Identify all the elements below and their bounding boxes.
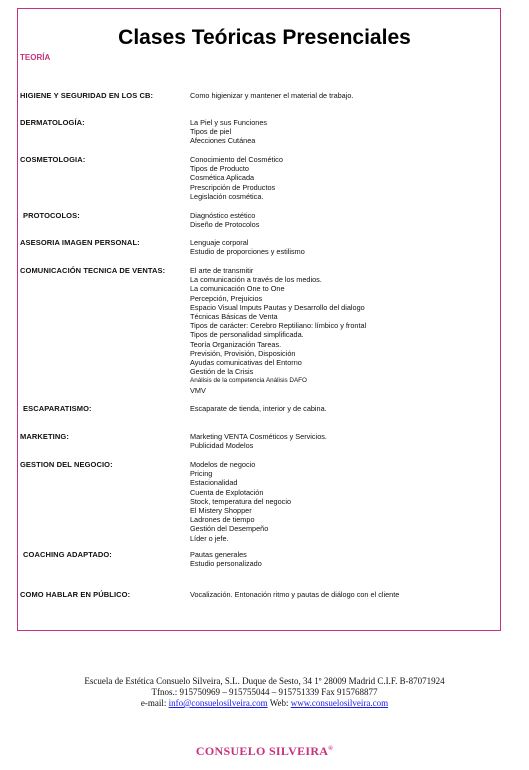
subject-topics: [190, 155, 490, 201]
footer-contact: [0, 698, 529, 708]
subject-title: COMO HABLAR EN PÚBLICO:: [20, 590, 131, 599]
subject-title: GESTION DEL NEGOCIO:: [20, 460, 113, 469]
web-label: Web:: [269, 698, 289, 708]
subject-topics: [190, 590, 490, 599]
topic-item: La comunicación a través de los medios.: [190, 275, 322, 285]
topic-item: Cosmética Aplicada: [190, 173, 255, 183]
subject-title: COSMETOLOGIA:: [20, 155, 86, 164]
subject-title: DERMATOLOGÍA:: [20, 118, 85, 127]
topic-item: Como higienizar y mantener el material de trabajo.: [190, 91, 354, 100]
topic-item: Teoría Organización Tareas.: [190, 339, 282, 349]
topic-item: Afecciones Cutánea: [190, 136, 256, 146]
topic-item: Previsión, Provisión, Disposición: [190, 348, 296, 358]
topic-item: Estudio personalizado: [190, 559, 262, 569]
brand-name: CONSUELO SILVEIRA: [195, 744, 329, 758]
topic-item: Vocalización. Entonación ritmo y pautas de diálogo con el cliente: [190, 590, 400, 599]
footer-phones: Tfnos.: 915750969 – 915755044 – 915751339 Fax 915768877: [151, 687, 378, 697]
topic-item: Pautas generales: [190, 550, 247, 559]
subject-title: PROTOCOLOS:: [23, 211, 80, 220]
section-label: TEORÍA: [20, 53, 51, 62]
topic-item: Ladrones de tiempo: [190, 515, 255, 525]
topic-item: Legislación cosmética.: [190, 191, 264, 201]
email-label: e-mail:: [140, 698, 167, 708]
web-link[interactable]: www.consuelosilveira.com: [290, 698, 389, 708]
topic-item: Líder o jefe.: [190, 533, 229, 543]
subject-topics: [190, 211, 490, 229]
topic-item: Conocimiento del Cosmético: [190, 155, 283, 164]
subject-topics: [190, 460, 490, 543]
subject-title: ASESORIA IMAGEN PERSONAL:: [20, 238, 140, 247]
subject-title: COACHING ADAPTADO:: [23, 550, 112, 559]
topic-item: Estacionalidad: [190, 478, 238, 488]
topic-item: La comunicación One to One: [190, 284, 285, 294]
brand-logo: [0, 744, 529, 759]
subject-title: COMUNICACIÓN TECNICA DE VENTAS:: [20, 266, 166, 275]
topic-item: Percepción, Prejuicios: [190, 293, 263, 303]
footer-address: Escuela de Estética Consuelo Silveira, S.L. Duque de Sesto, 34 1º 28009 Madrid C.I.F. B-87071924: [84, 676, 445, 686]
subject-topics: [190, 432, 490, 450]
subject-topics: [190, 118, 490, 146]
subject-topics: [190, 550, 490, 568]
topic-item: La Piel y sus Funciones: [190, 118, 268, 127]
subject-title: HIGIENE Y SEGURIDAD EN LOS CB:: [20, 91, 154, 100]
topic-item: Marketing VENTA Cosméticos y Servicios.: [190, 432, 327, 441]
topic-item: Ayudas comunicativas del Entorno: [190, 358, 302, 368]
topic-item: Estudio de proporciones y estilismo: [190, 247, 305, 257]
topic-item: Diagnóstico estético: [190, 211, 256, 220]
topic-item: Cuenta de Explotación: [190, 487, 264, 497]
topic-item: El arte de transmitir: [190, 266, 254, 275]
topic-item: Gestión de la Crisis: [190, 367, 254, 377]
subject-topics: [190, 91, 490, 100]
subject-title: MARKETING:: [20, 432, 69, 441]
topic-item: Tipos de personalidad simplificada.: [190, 330, 304, 340]
topic-item: Tipos de piel: [190, 127, 232, 137]
subject-topics: [190, 266, 490, 395]
topic-item: Escaparate de tienda, interior y de cabina.: [190, 404, 327, 413]
subject-topics: [190, 404, 490, 413]
topic-item: Diseño de Protocolos: [190, 220, 260, 230]
registered-mark: ®: [328, 746, 334, 752]
topic-item: Tipos de carácter: Cerebro Reptiliano: límbico y frontal: [190, 321, 367, 331]
topic-item: Modelos de negocio: [190, 460, 256, 469]
topic-item: El Mistery Shopper: [190, 506, 252, 516]
page-title: Clases Teóricas Presenciales: [118, 26, 411, 49]
topic-item: Publicidad Modelos: [190, 441, 254, 451]
topic-item: Prescripción de Productos: [190, 182, 276, 192]
email-link[interactable]: info@consuelosilveira.com: [168, 698, 268, 708]
subject-topics: [190, 238, 490, 256]
topic-item: Stock, temperatura del negocio: [190, 496, 291, 506]
topic-item: Análisis de la competencia Análisis DAFO: [190, 377, 307, 385]
topic-item: Técnicas Básicas de Venta: [190, 312, 278, 322]
topic-item: Lenguaje corporal: [190, 238, 249, 247]
topic-item: VMV: [190, 385, 206, 395]
topic-item: Gestión del Desempeño: [190, 524, 269, 534]
topic-item: Tipos de Producto: [190, 164, 249, 174]
topic-item: Pricing: [190, 469, 213, 479]
topic-item: Espacio Visual Imputs Pautas y Desarrollo del dialogo: [190, 302, 365, 312]
subject-title: ESCAPARATISMO:: [23, 404, 92, 413]
